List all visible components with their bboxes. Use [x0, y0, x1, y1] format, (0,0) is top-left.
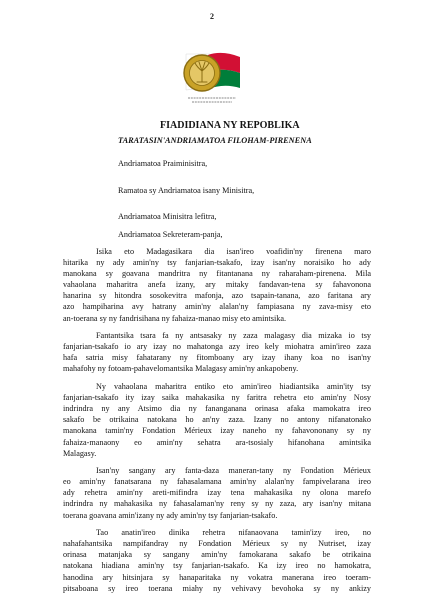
text-line: natokana hiadiana amin'ny tsy fanjarian-tsakafo. Ka izy ireo no hamokatra, — [63, 561, 371, 571]
paragraph — [63, 527, 371, 594]
document-subtitle: TARATASIN'ANDRIAMATOA FILOHAM-PIRENENA — [118, 136, 312, 145]
paragraph — [63, 330, 371, 374]
text-line: Isan'ny sangany ary fanta-daza maneran-tany ny Fondation Mérieux — [96, 466, 371, 476]
presidency-emblem — [178, 46, 248, 110]
page-number: 2 — [210, 12, 214, 21]
text-line: manokana tamin'ny Fondation Mérieux izay naneho ny fahavononany sy ny — [63, 426, 371, 436]
text-line: fanjarian-tsakafo io ary izay no mahatonga azy ireo kely miohatra amin'ireo zaza — [63, 342, 371, 352]
text-line: toerana goavana amin'izany ny ady amin'ny tsy fanjarian-tsakafo. — [63, 510, 278, 520]
salutation-ministers: Ramatoa sy Andriamatoa isany Minisitra, — [118, 185, 255, 195]
paragraph — [63, 381, 371, 459]
text-line: eo amin'ny fanatsarana ny fahasalamana amin'ny alalan'ny fampivelarana ireo — [63, 477, 371, 487]
text-line: hafa satria misy fahatarany ny fitomboany ary izay ihany koa no isan'ny — [63, 353, 371, 363]
paragraph — [63, 246, 371, 324]
text-line: Isika eto Madagasikara dia isan'ireo voafidin'ny firenena maro — [96, 247, 371, 256]
text-line: hitarika ny ady amin'ny tsy fanjarian-tsakafo, izay isan'ny noraisiko ho ady — [63, 258, 371, 268]
text-line: Malagasy. — [63, 448, 97, 458]
text-line: azo hampiharina avy hatrany amin'ny alalan'ny fampiasana ny zava-misy eto — [63, 302, 371, 312]
text-line: nahafahantsika nampifandray ny Fondation Mérieux sy ny Nutriset, izay — [63, 539, 371, 549]
text-line: hanarina sy hitondra sosokevitra mafonja, azo tsapain-tanana, azo faritana ary — [63, 291, 371, 301]
text-line: sakafo be otrikaina natokana ho an'ny zaza. Izany no antony nifanatonako — [63, 415, 371, 425]
text-line: orinasa matanjaka sy sangany amin'ny famokarana sakafo be otrikaina — [63, 550, 371, 560]
text-line: mahafohy ny fotoam-pahavelomantsika Malagasy amin'ny ankapobeny. — [63, 364, 299, 374]
letter-body — [63, 246, 371, 600]
text-line: pitsaboana sy ireo toerana miahy ny vehivavy bevohoka sy ny ankizy — [63, 583, 371, 593]
text-line: ady rehetra amin'ny areti-mifindra izay tena mahakasika ny olona marefo — [63, 488, 371, 498]
seal-icon — [184, 55, 220, 91]
text-line: Fantantsika tsara fa ny antsasaky ny zaza malagasy dia mizaka io tsy — [96, 331, 371, 341]
text-line: indrindra ny mahakasika ny fahasalaman'ny reny sy ny zaza, ary isan'ny mitana — [63, 499, 371, 509]
paragraph — [63, 465, 371, 520]
text-line: Ny vahaolana maharitra entiko eto amin'ireo hiadiantsika amin'ity tsy — [96, 382, 371, 392]
emblem-caption-lettering — [188, 98, 236, 102]
text-line: Tao anatin'ireo dinika rehetra nifanaovana tamin'izy ireo, no — [96, 528, 371, 538]
text-line: manokana sy goavana mandritra ny fitantanana ny raharaham-pirenena. Mila — [63, 269, 371, 279]
text-line: an-toerana sy ny fandrisihana ny fahaiza-manao misy eto amintsika. — [63, 313, 287, 323]
salutation-secretary-of-state: Andriamatoa Sekreteram-panja, — [118, 229, 223, 239]
salutation-deputy-minister: Andriamatoa Minisitra lefitra, — [118, 211, 217, 221]
document-title: FIADIDIANA NY REPOBLIKA — [160, 120, 300, 131]
text-line: vahaolana maharitra anefa izany, ary mitaky fandavan-tena sy fahavonona — [63, 280, 371, 290]
text-line: indrindra ny any Atsimo dia ny fananganana orinasa afaka mamokatra ireo — [63, 404, 371, 414]
text-line: fahaiza-manaony eo amin'ny sehatra ara-tsosialy hifanohana amintsika — [63, 437, 371, 447]
text-line: fanjarian-tsakafo ity izay saika mahakasika ny faritra rehetra eto amin'ny Nosy — [63, 393, 371, 403]
salutation-prime-minister: Andriamatoa Praiminisitra, — [118, 158, 208, 168]
text-line: hanodina ary hitsinjara sy hanaparitaka ny vokatra manerana ireo toeram- — [63, 572, 371, 582]
